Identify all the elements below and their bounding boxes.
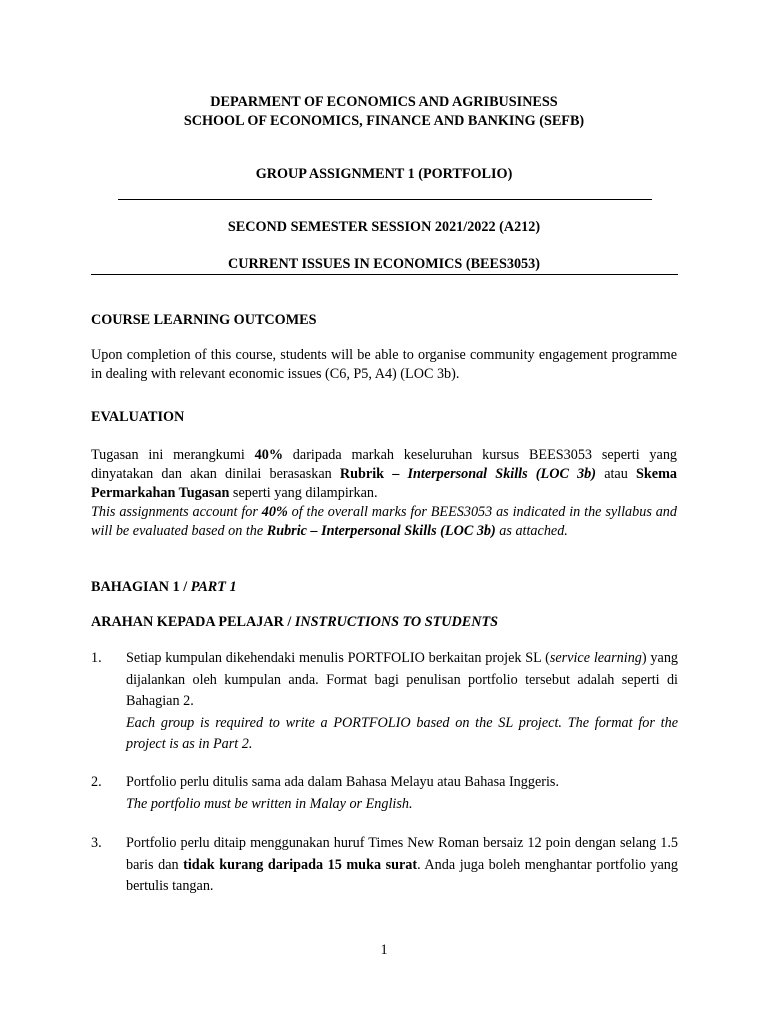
item-number: 3. xyxy=(91,835,102,851)
assignment-title: GROUP ASSIGNMENT 1 (PORTFOLIO) xyxy=(255,166,513,182)
instruction-item: Setiap kumpulan dikehendaki menulis PORTFOLIO berkaitan projek SL (service learning) yang dijalankan oleh kumpulan anda. Format bagi penulisan portfolio tersebut adalah seperti di Bahagian 2. Each group is required to write a PORTFOLIO based on the SL project. The format for the project is as in Part 2. xyxy=(126,650,679,752)
evaluation-english-text: This assignments account for 40% of the overall marks for BEES3053 as indicated in the syllabus and will be evaluated based on the Rubric – Interpersonal Skills (LOC 3b) as attached. xyxy=(91,504,677,539)
school-title: SCHOOL OF ECONOMICS, FINANCE AND BANKING (SEFB) xyxy=(183,113,585,129)
course-title: CURRENT ISSUES IN ECONOMICS (BEES3053) xyxy=(228,256,540,272)
department-title: DEPARMENT OF ECONOMICS AND AGRIBUSINESS xyxy=(210,94,558,110)
instructions-heading: ARAHAN KEPADA PELAJAR / INSTRUCTIONS TO STUDENTS xyxy=(91,614,499,630)
semester-title: SECOND SEMESTER SESSION 2021/2022 (A212) xyxy=(227,219,541,235)
clo-heading: COURSE LEARNING OUTCOMES xyxy=(91,312,317,328)
item-number: 1. xyxy=(91,650,102,666)
header-divider-short xyxy=(118,199,652,200)
clo-text: Upon completion of this course, students will be able to organise community engagement programme in dealing with relevant economic issues (C6, P5, A4) (LOC 3b). xyxy=(91,347,677,382)
item-number: 2. xyxy=(91,774,102,790)
evaluation-heading: EVALUATION xyxy=(91,409,185,425)
header-divider-long xyxy=(91,274,678,275)
part-heading: BAHAGIAN 1 / PART 1 xyxy=(91,579,237,595)
evaluation-malay-text: Tugasan ini merangkumi 40% daripada markah keseluruhan kursus BEES3053 seperti yang dinyatakan dan akan dinilai berasaskan Rubrik – Interpersonal Skills (LOC 3b) atau Skema Permarkahan Tugasan seperti yang dilampirkan. xyxy=(91,447,678,501)
instruction-item: Portfolio perlu ditulis sama ada dalam Bahasa Melayu atau Bahasa Inggeris. The portfolio must be written in Malay or English. xyxy=(126,774,559,812)
page-number: 1 xyxy=(380,942,388,958)
instruction-item: Portfolio perlu ditaip menggunakan huruf Times New Roman bersaiz 12 poin dengan selang 1.5 baris dan tidak kurang daripada 15 muka surat. Anda juga boleh menghantar portfolio yang bertulis tangan. xyxy=(126,835,678,894)
